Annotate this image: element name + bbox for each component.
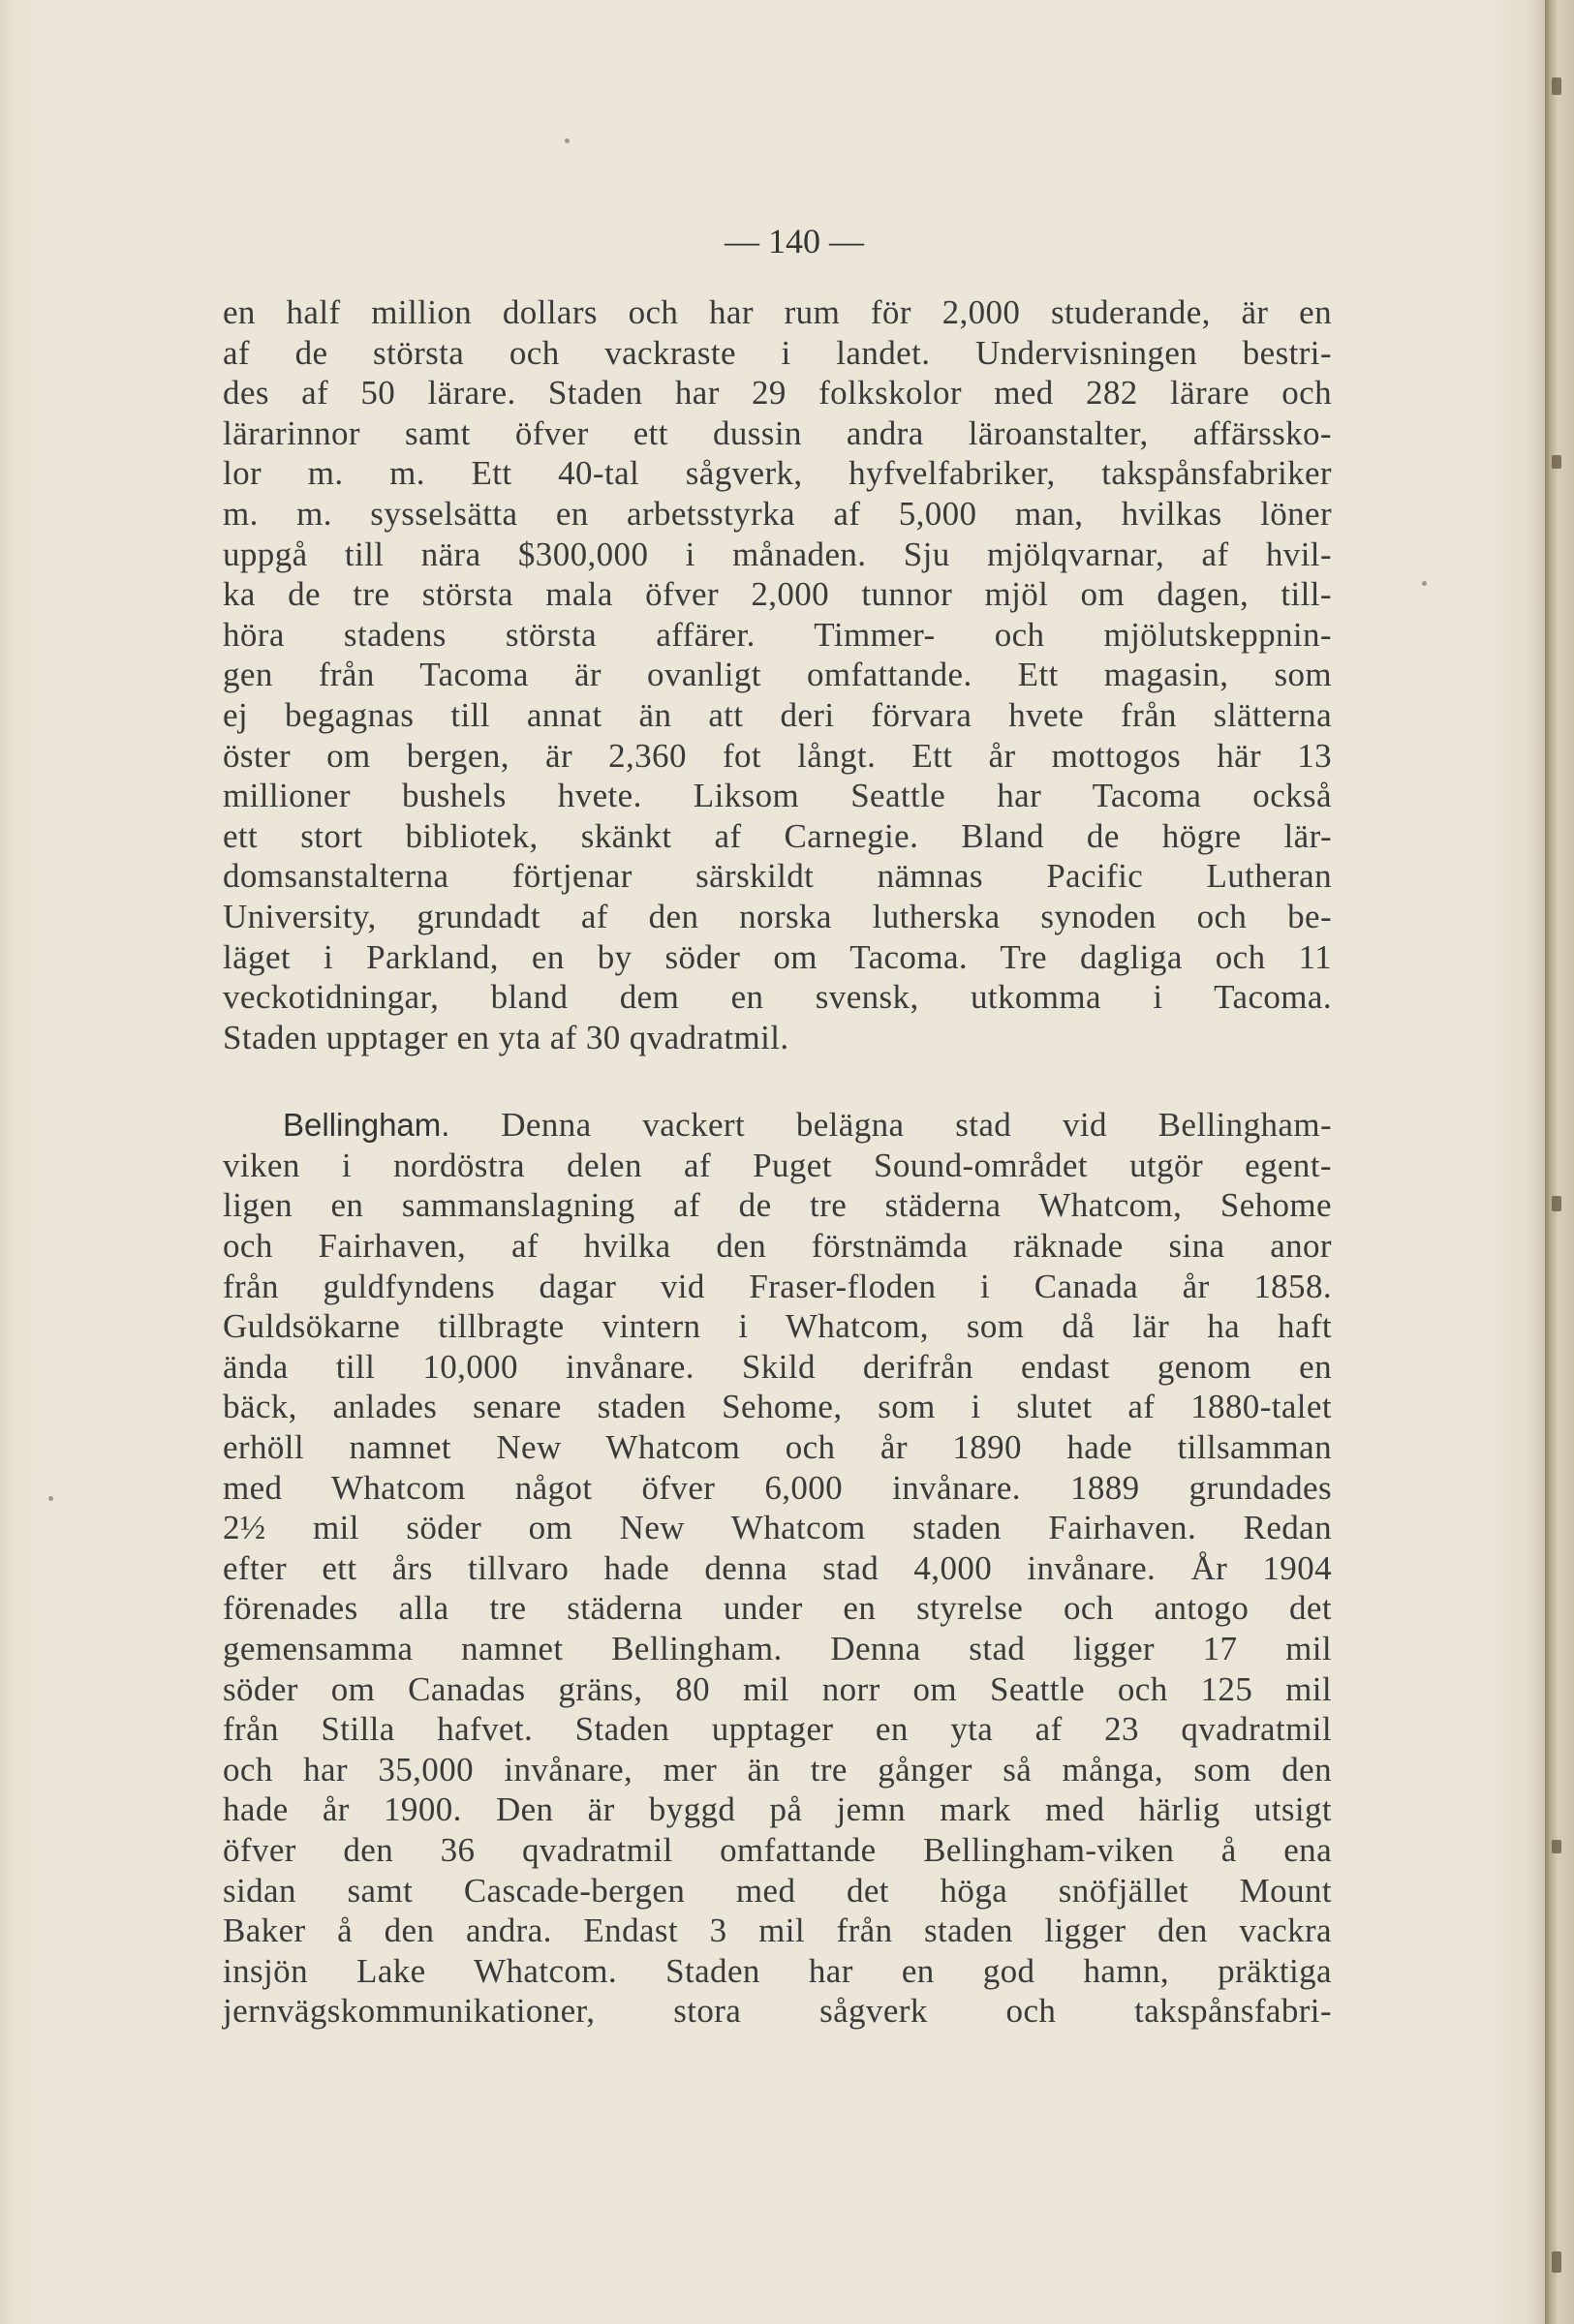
text-line: söder om Canadas gräns, 80 mil norr om Seattle och 125 mil [223,1669,1332,1708]
edge-mark [1552,2251,1561,2273]
text-line: m. m. sysselsätta en arbetsstyrka af 5,000 man, hvilkas löner [223,494,1332,533]
text-line: insjön Lake Whatcom. Staden har en god hamn, präktiga [223,1951,1332,1990]
text-line: förenades alla tre städerna under en styrelse och antogo det [223,1589,1332,1628]
text-line: en half million dollars och har rum för 2,000 studerande, är en [223,293,1332,331]
text-line: höra stadens största affärer. Timmer- och mjölutskeppnin- [223,615,1332,654]
edge-mark [1552,77,1561,95]
text-line: bäck, anlades senare staden Sehome, som i slutet af 1880-talet [223,1388,1332,1426]
speck [565,138,570,143]
text-line: och Fairhaven, af hvilka den förstnämda räknade sina anor [223,1227,1332,1266]
text-line: Staden upptager en yta af 30 qvadratmil. [223,1018,789,1056]
text-line: jernvägskommunikationer, stora sågverk och takspånsfabri- [223,1992,1332,2031]
text-line: ett stort bibliotek, skänkt af Carnegie. Bland de högre lär- [223,816,1332,855]
text-line: Baker å den andra. Endast 3 mil från staden ligger den vackra [223,1911,1332,1950]
text-line: gen från Tacoma är ovanligt omfattande. Ett magasin, som [223,656,1332,694]
text-line: gemensamma namnet Bellingham. Denna stad ligger 17 mil [223,1630,1332,1667]
speck [48,1496,53,1501]
body-text [223,292,1332,2032]
text-line: från guldfyndens dagar vid Fraser-floden i Canada år 1858. [223,1267,1332,1305]
text-line: 2½ mil söder om New Whatcom staden Fairhaven. Redan [223,1509,1332,1547]
text-line: viken i nordöstra delen af Puget Sound-området utgör egent- [223,1146,1332,1184]
text-line: lärarinnor samt öfver ett dussin andra läroanstalter, affärssko- [223,413,1332,452]
paragraph-gap [223,1057,1332,1105]
text-line: öfver den 36 qvadratmil omfattande Bellingham-viken å ena [223,1830,1332,1869]
text-line: veckotidningar, bland dem en svensk, utkomma i Tacoma. [223,978,1332,1017]
text-line: ej begagnas till annat än att deri förvara hvete från slätterna [223,695,1332,734]
text-line: och har 35,000 invånare, mer än tre gånger så många, som den [223,1750,1332,1789]
text-line: med Whatcom något öfver 6,000 invånare. 1889 grundades [223,1468,1332,1507]
section-first-line [223,1105,1332,1146]
edge-mark [1552,1840,1561,1853]
text-line: sidan samt Cascade-bergen med det höga snöfjället Mount [223,1871,1332,1910]
text-line: uppgå till nära $300,000 i månaden. Sju mjölqvarnar, af hvil- [223,535,1332,573]
edge-mark [1552,1196,1561,1211]
text-line: Guldsökarne tillbragte vintern i Whatcom, som då lär ha haft [223,1307,1332,1346]
text-line: hade år 1900. Den är byggd på jemn mark med härlig utsigt [223,1790,1332,1829]
section-heading: Bellingham. [283,1107,450,1144]
text-line: öster om bergen, är 2,360 fot långt. Ett år mottogos här 13 [223,736,1332,775]
text-line: från Stilla hafvet. Staden upptager en yta af 23 qvadratmil [223,1710,1332,1749]
text-fragment: Denna vackert belägna stad vid Bellingham- [501,1106,1332,1145]
text-line: domsanstalterna förtjenar särskildt nämnas Pacific Lutheran [223,857,1332,896]
speck [1422,581,1427,586]
text-line: University, grundadt af den norska lutherska synoden och be- [223,897,1332,935]
text-line: läget i Parkland, en by söder om Tacoma. Tre dagliga och 11 [223,937,1332,976]
text-line: ligen en sammanslagning af de tre städerna Whatcom, Sehome [223,1186,1332,1225]
page-number: — 140 — [725,222,864,260]
text-line: af de största och vackraste i landet. Undervisningen bestri- [223,333,1332,372]
edge-mark [1552,455,1561,469]
text-line: ända till 10,000 invånare. Skild derifrån endast genom en [223,1347,1332,1386]
text-line: millioner bushels hvete. Liksom Seattle har Tacoma också [223,777,1332,815]
text-line: efter ett års tillvaro hade denna stad 4,000 invånare. År 1904 [223,1548,1332,1587]
book-edge [1545,0,1574,2324]
text-line: des af 50 lärare. Staden har 29 folkskolor med 282 lärare och [223,374,1332,413]
text-line: ka de tre största mala öfver 2,000 tunnor mjöl om dagen, till- [223,575,1332,614]
text-line: lor m. m. Ett 40-tal sågverk, hyfvelfabriker, takspånsfabriker [223,454,1332,493]
text-line: erhöll namnet New Whatcom och år 1890 hade tillsamman [223,1428,1332,1467]
